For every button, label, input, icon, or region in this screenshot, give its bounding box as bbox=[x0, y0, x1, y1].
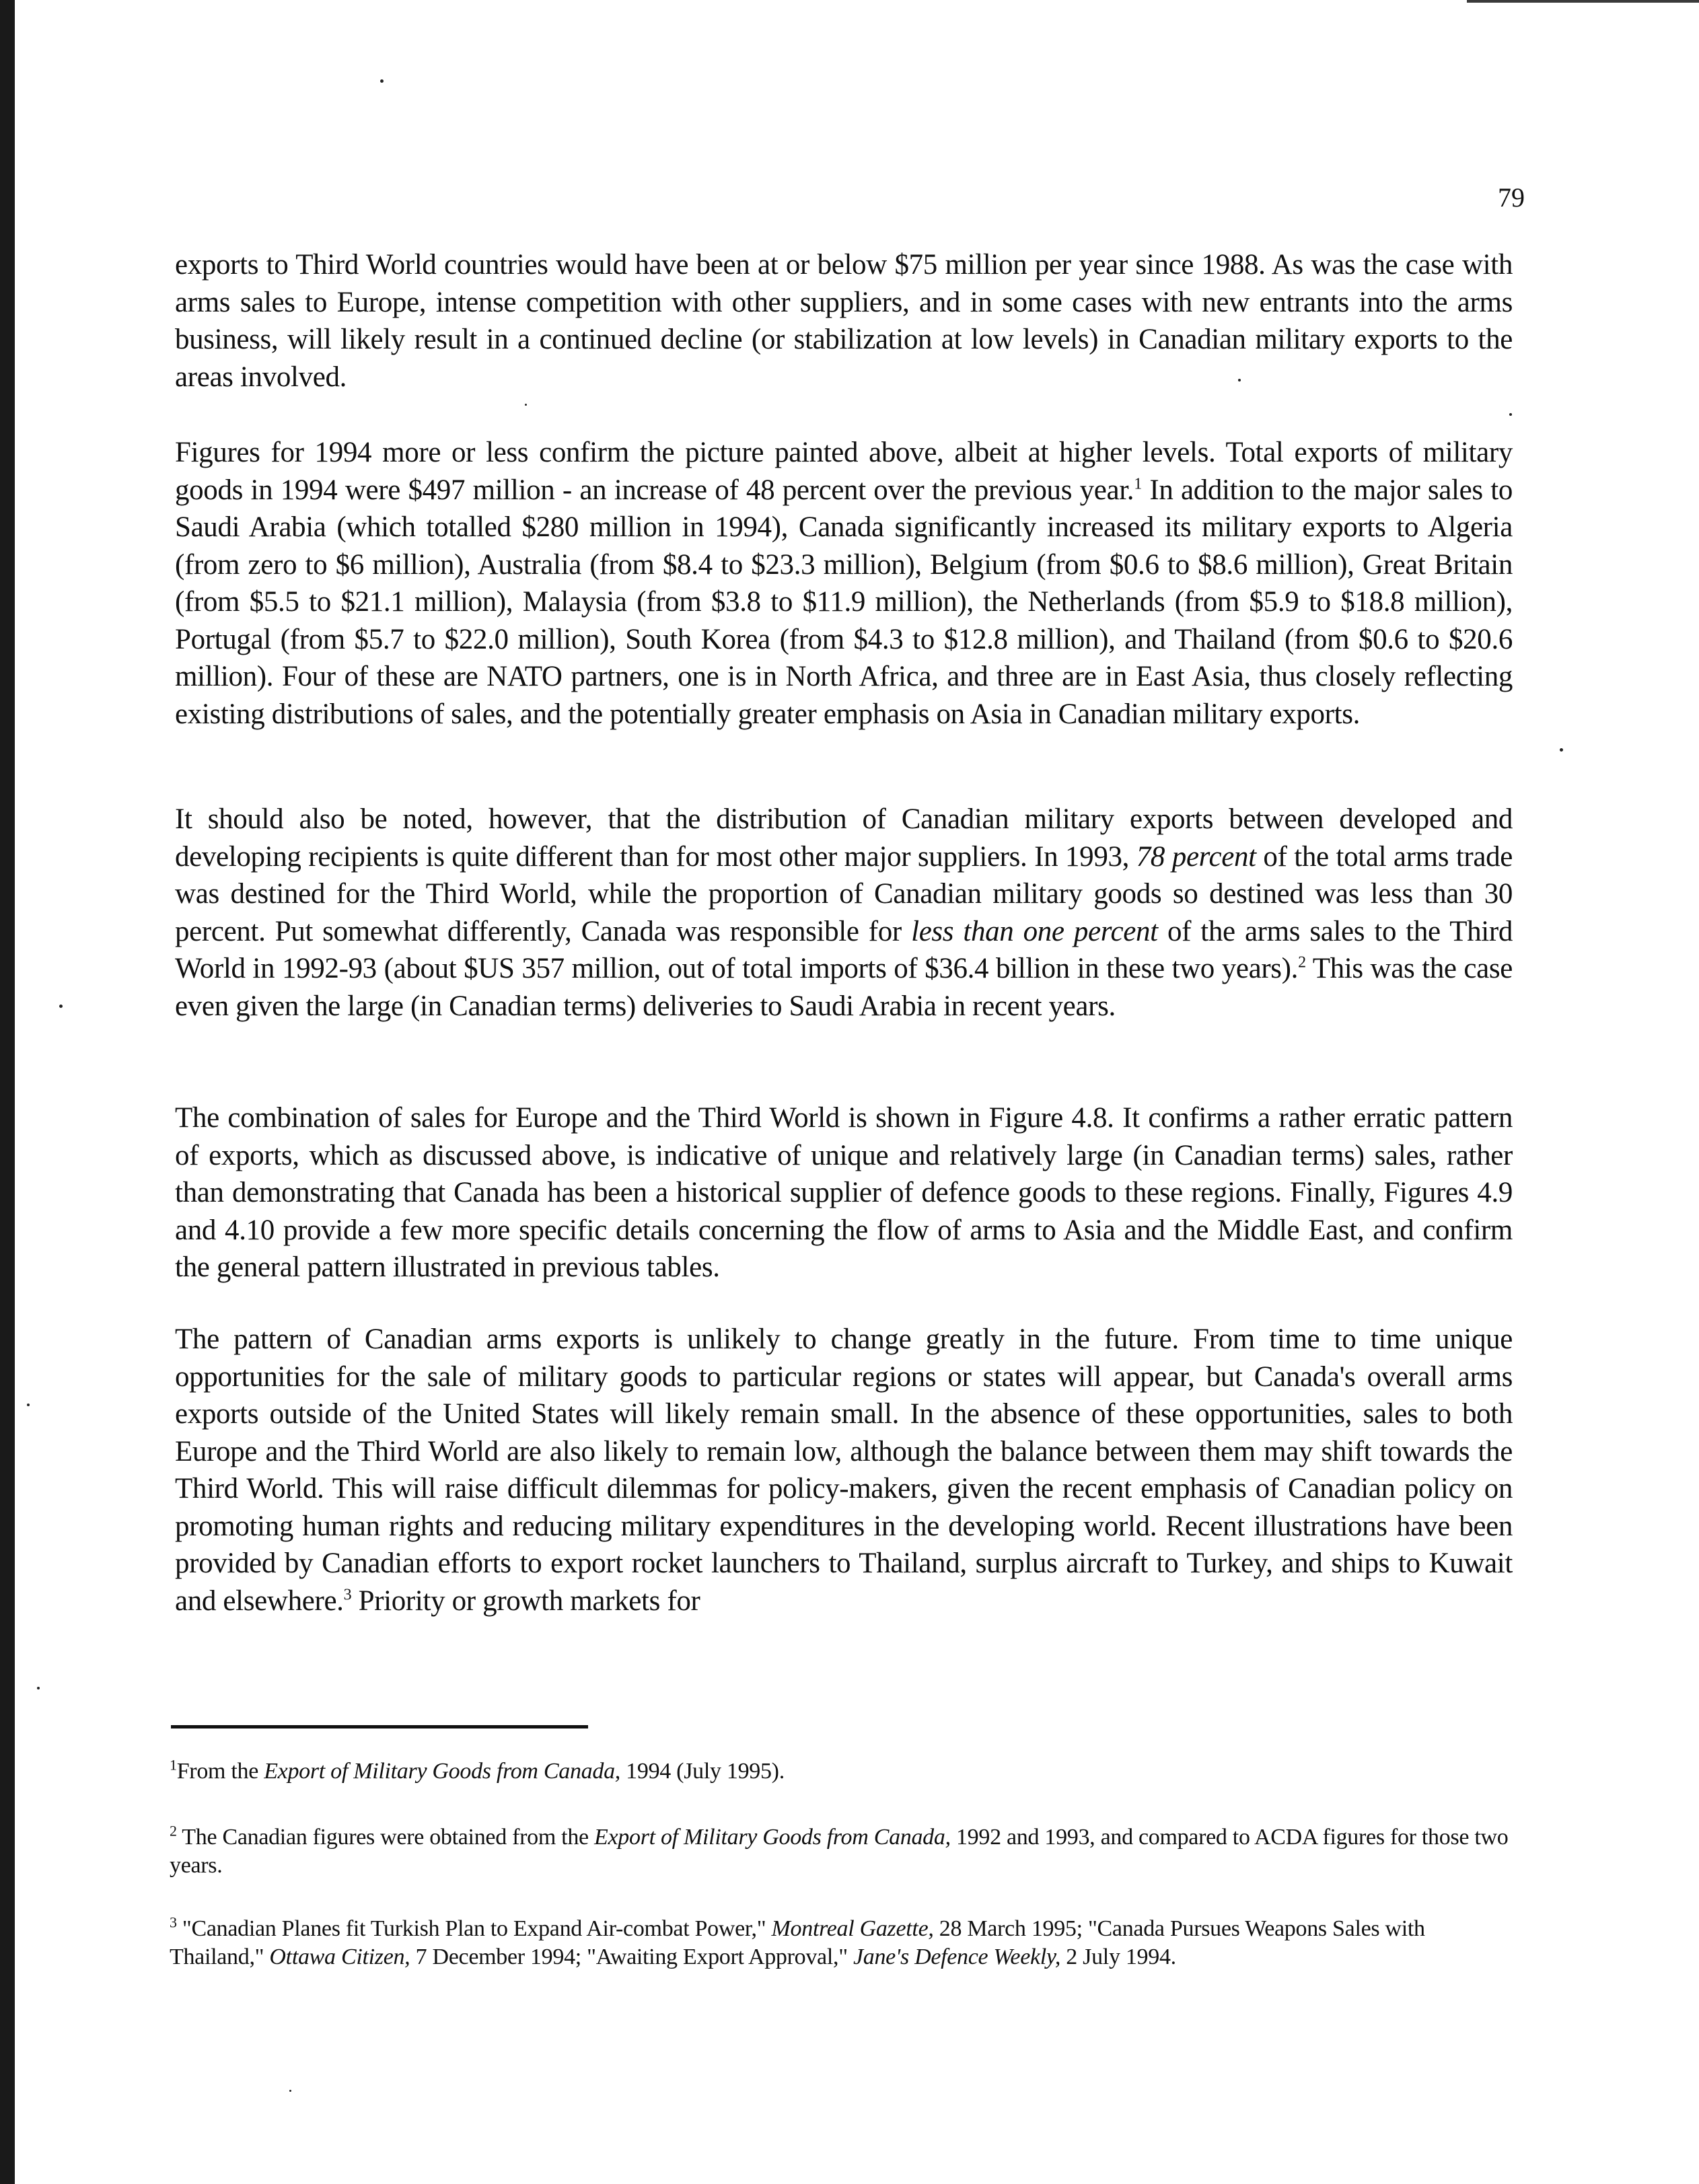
footnote-ref-1: 1 bbox=[1134, 475, 1142, 493]
footnote-3-source-b: Ottawa Citizen, bbox=[269, 1944, 410, 1969]
page-number: 79 bbox=[1498, 182, 1525, 213]
paragraph-2 bbox=[175, 434, 1513, 733]
footnote-2-title: Export of Military Goods from Canada, bbox=[594, 1825, 951, 1850]
paragraph-4 bbox=[175, 1099, 1513, 1286]
footnote-ref-3: 3 bbox=[343, 1586, 352, 1604]
scan-speck bbox=[59, 1005, 63, 1008]
paragraph-5 bbox=[175, 1321, 1513, 1619]
paragraph-4-text: The combination of sales for Europe and the Third World is shown in Figure 4.8. It confirms a rather erratic pattern of exports, which as discussed above, is indicative of unique and relatively large (in Canadian terms) sales, rather than demonstrating that Canada has been a historical supplier of defence goods to these regions. Finally, Figures 4.9 and 4.10 provide a few more specific details concerning the flow of arms to Asia and the Middle East, and confirm the general pattern illustrated in previous tables. bbox=[175, 1102, 1513, 1283]
paragraph-3-text-c: of the arms sales to the Third World in 1992-93 (about $US 357 million, out of total imports of $36.4 billion in these two years). bbox=[175, 915, 1513, 984]
paragraph-3-emphasis-b: less than one percent bbox=[911, 915, 1158, 947]
footnote-1-marker: 1 bbox=[170, 1756, 177, 1774]
paragraph-3-text-d: This was the case even given the large (in Canadian terms) deliveries to Saudi Arabia in recent years. bbox=[175, 953, 1513, 1022]
scan-speck bbox=[289, 2090, 291, 2092]
footnote-1 bbox=[170, 1757, 1515, 1786]
paragraph-1 bbox=[175, 246, 1513, 396]
scan-speck bbox=[27, 1404, 30, 1406]
footnote-3-text-c: 7 December 1994; "Awaiting Export Approval," bbox=[410, 1944, 853, 1969]
paragraph-3-text-a: It should also be noted, however, that the distribution of Canadian military exports between developed and developing recipients is quite different than for most other major suppliers. In 1993, bbox=[175, 803, 1513, 873]
footnote-1-title: Export of Military Goods from Canada, bbox=[264, 1759, 620, 1784]
footnote-3-text-d: 2 July 1994. bbox=[1060, 1944, 1176, 1969]
footnote-3-text-a: "Canadian Planes fit Turkish Plan to Expand Air-combat Power," bbox=[176, 1916, 772, 1941]
footnote-2 bbox=[170, 1823, 1515, 1880]
footnote-ref-2: 2 bbox=[1298, 953, 1306, 972]
scan-speck bbox=[37, 1687, 40, 1689]
paragraph-2-text-a: Figures for 1994 more or less confirm the picture painted above, albeit at higher levels. Total exports of military goods in 1994 were $497 million - an increase of 48 percent over the previous year. bbox=[175, 437, 1513, 506]
scan-edge-top bbox=[1467, 0, 1699, 3]
paragraph-2-text-b: In addition to the major sales to Saudi Arabia (which totalled $280 million in 1994), Canada significantly increased its military exports to Algeria (from zero to $6 million), Australia (from $8.4 to $23.3 million), Belgium (from $0.6 to $8.6 million), Great Britain (from $5.5 to $21.1 million), Malaysia (from $3.8 to $11.9 million), the Netherlands (from $5.9 to $18.8 million), Portugal (from $5.7 to $22.0 million), South Korea (from $4.3 to $12.8 million), and Thailand (from $0.6 to $20.6 million). Four of these are NATO partners, one is in North Africa, and three are in East Asia, thus closely reflecting existing distributions of sales, and the potentially greater emphasis on Asia in Canadian military exports. bbox=[175, 474, 1513, 730]
footnote-3 bbox=[170, 1915, 1515, 1971]
paragraph-3-text-b: of the total arms trade was destined for the Third World, while the proportion of Canadian military goods so destined was less than 30 percent. Put somewhat differently, Canada was responsible for bbox=[175, 840, 1513, 947]
scan-edge-left bbox=[0, 0, 15, 2184]
footnote-3-source-c: Jane's Defence Weekly, bbox=[853, 1944, 1061, 1969]
footnote-1-text-b: 1994 (July 1995). bbox=[620, 1759, 785, 1784]
paragraph-3 bbox=[175, 801, 1513, 1025]
footnote-2-marker: 2 bbox=[170, 1822, 177, 1840]
scan-speck bbox=[1560, 748, 1563, 752]
paragraph-5-text-a: The pattern of Canadian arms exports is unlikely to change greatly in the future. From time to time unique opportunities for the sale of military goods to particular regions or states will appear, but Canada's overall arms exports outside of the United States will likely remain small. In the absence of these opportunities, sales to both Europe and the Third World are also likely to remain low, although the balance between them may shift towards the Third World. This will raise difficult dilemmas for policy-makers, given the recent emphasis of Canadian policy on promoting human rights and reducing military expenditures in the developing world. Recent illustrations have been provided by Canadian efforts to export rocket launchers to Thailand, surplus aircraft to Turkey, and ships to Kuwait and elsewhere. bbox=[175, 1323, 1513, 1617]
paragraph-1-text: exports to Third World countries would have been at or below $75 million per year since 1988. As was the case with arms sales to Europe, intense competition with other suppliers, and in some cases with new entrants into the arms business, will likely result in a continued decline (or stabilization at low levels) in Canadian military exports to the areas involved. bbox=[175, 249, 1513, 393]
footnote-2-text-a: The Canadian figures were obtained from the bbox=[176, 1825, 595, 1850]
footnote-2-text-b: 1992 and 1993, and compared to ACDA figures for those two years. bbox=[170, 1825, 1509, 1878]
footnote-3-text-b: 28 March 1995; "Canada Pursues Weapons Sales with Thailand," bbox=[170, 1916, 1425, 1969]
paragraph-3-emphasis-a: 78 percent bbox=[1136, 840, 1256, 873]
footnote-3-source-a: Montreal Gazette, bbox=[771, 1916, 934, 1941]
paragraph-5-text-b: Priority or growth markets for bbox=[351, 1585, 700, 1617]
scan-speck bbox=[380, 79, 384, 83]
scan-speck bbox=[525, 404, 527, 406]
footnote-divider bbox=[171, 1725, 588, 1728]
footnote-3-marker: 3 bbox=[170, 1914, 177, 1931]
scan-speck bbox=[1509, 413, 1512, 416]
footnote-1-text-a: From the bbox=[176, 1759, 264, 1784]
